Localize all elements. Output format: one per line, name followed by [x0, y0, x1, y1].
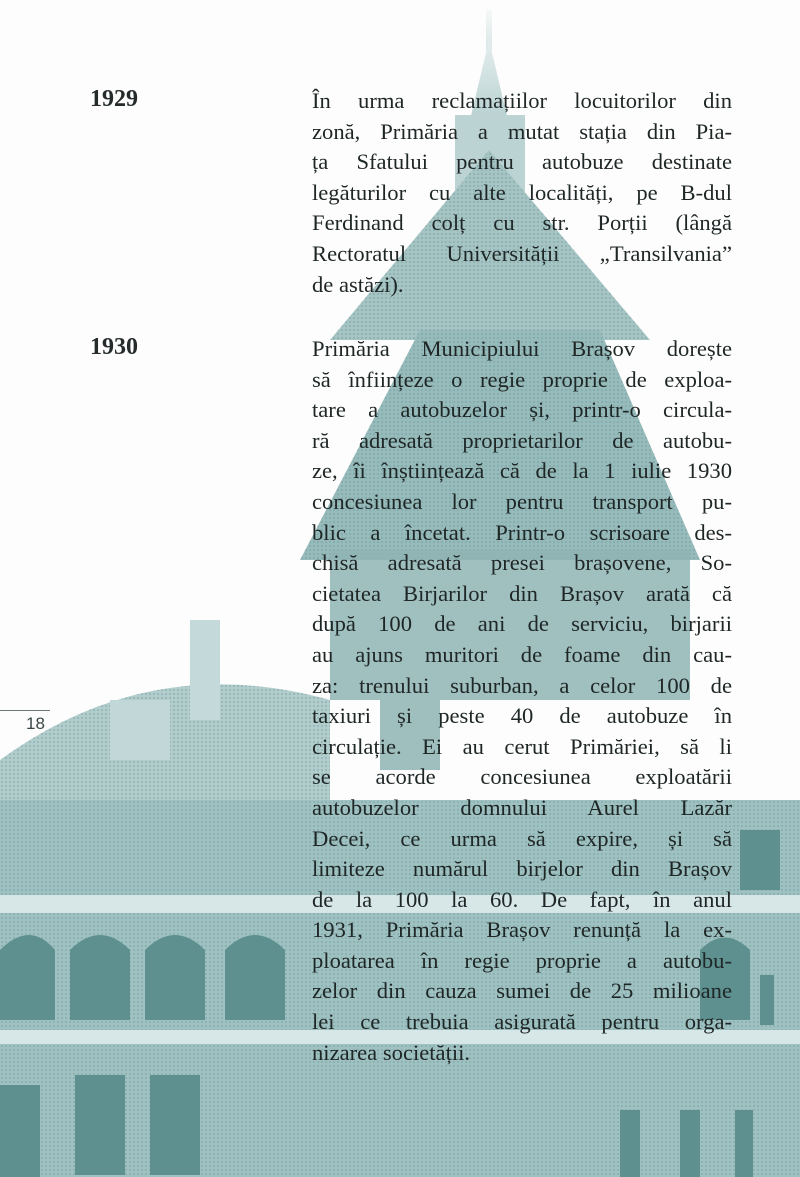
text-line: chisă adresată presei brașovene, So-: [312, 550, 732, 576]
text-line: cietatea Birjarilor din Brașov arată că: [312, 580, 732, 606]
text-line: de la 100 la 60. De fapt, în anul: [312, 886, 732, 912]
text-line: autobuzelor domnului Aurel Lazăr: [312, 794, 732, 820]
text-line: ploatarea în regie proprie a autobu-: [312, 947, 732, 973]
text-line: de astăzi).: [312, 271, 404, 297]
page-number: 18: [26, 714, 45, 733]
text-line: legăturilor cu alte localități, pe B-dul: [312, 179, 732, 205]
text-line: Rectoratul Universității „Transilvania”: [312, 240, 732, 266]
text-line: Ferdinand colț cu str. Porții (lângă: [312, 210, 732, 236]
text-line: zelor din cauza sumei de 25 milioane: [312, 978, 732, 1004]
text-line: 1931, Primăria Brașov renunță la ex-: [312, 917, 732, 943]
text-line: au ajuns muritori de foame din cau-: [312, 641, 732, 667]
entry-1930-text: [312, 334, 732, 1068]
text-line: se acorde concesiunea exploatării: [312, 764, 732, 790]
text-line: În urma reclamațiilor locuitorilor din: [312, 88, 732, 113]
text-line: blic a încetat. Printr-o scrisoare des-: [312, 519, 732, 545]
text-line: Decei, ce urma să expire, și să: [312, 825, 732, 851]
page-number-rule: [0, 710, 50, 711]
text-line: ră adresată proprietarilor de autobu-: [312, 427, 732, 453]
text-line: ța Sfatului pentru autobuze destinate: [312, 149, 732, 175]
text-line: să înființeze o regie proprie de exploa-: [312, 366, 732, 392]
text-line: za: trenului suburban, a celor 100 de: [312, 672, 732, 698]
text-line: circulație. Ei au cerut Primăriei, să li: [312, 733, 732, 759]
text-line: concesiunea lor pentru transport pu-: [312, 488, 732, 514]
entry-1929-text: [312, 86, 732, 300]
text-line: limiteze numărul birjelor din Brașov: [312, 856, 732, 882]
text-line: Primăria Municipiului Brașov dorește: [312, 336, 732, 361]
text-line: după 100 de ani de serviciu, birjarii: [312, 611, 732, 637]
text-line: tare a autobuzelor și, printr-o circula-: [312, 397, 732, 423]
text-line: ze, îi înștiințează că de la 1 iulie 1930: [312, 458, 732, 484]
text-line: lei ce trebuia asigurată pentru orga-: [312, 1009, 732, 1035]
year-1930: 1930: [90, 334, 138, 360]
text-line: taxiuri și peste 40 de autobuze în: [312, 703, 732, 729]
text-line: zonă, Primăria a mutat stația din Pia-: [312, 118, 732, 144]
year-1929: 1929: [90, 86, 138, 112]
text-line: nizarea societății.: [312, 1039, 471, 1065]
